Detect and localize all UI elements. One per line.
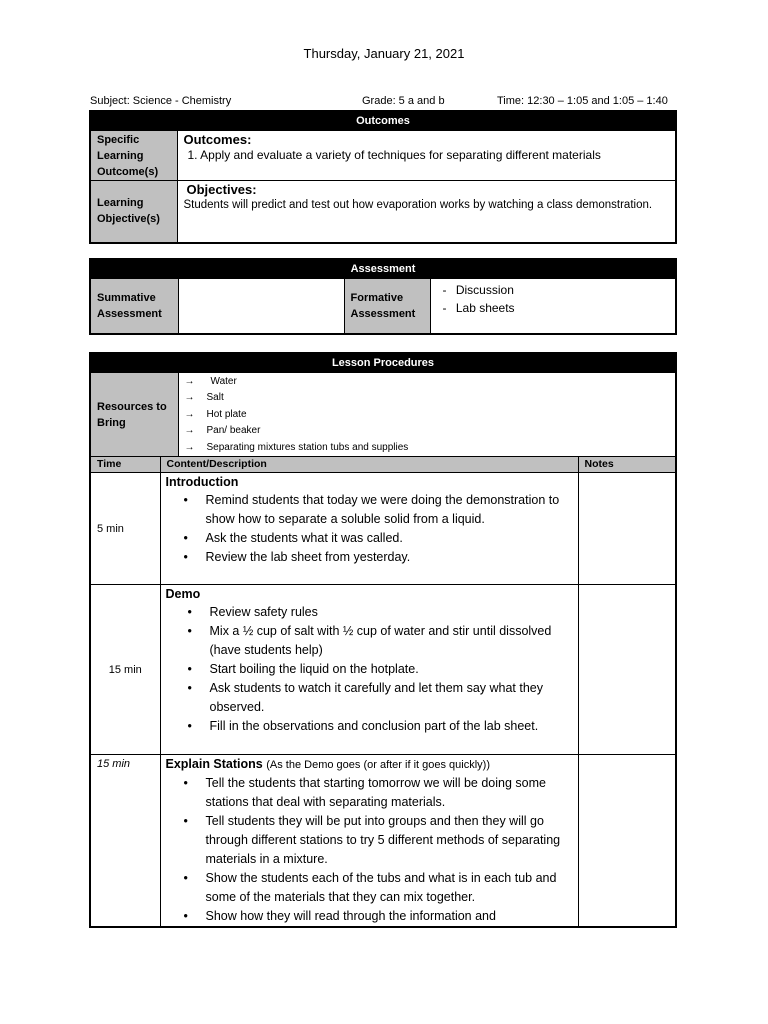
list-item: • Review safety rules [210,603,578,622]
procedure-row [90,755,676,928]
row-heading-note: (As the Demo goes (or after if it goes quickly)) [266,759,490,772]
procedure-row [90,473,676,585]
formative-item: - Lab sheets [443,299,676,317]
outcomes-heading: Outcomes: [183,132,252,147]
row-content [160,585,578,755]
procedures-title: Lesson Procedures [90,353,676,373]
row-notes [578,585,676,755]
outcome-item: 1. Apply and evaluate a variety of techniques for separating different materials [187,148,601,162]
resource-item: → Hot plate [185,407,676,423]
list-item: • Tell students they will be put into groups and then they will go through different stations to try 5 different methods of separating materials in a mixture. [206,812,578,869]
arrow-icon: → [184,441,195,453]
row-item-list [161,774,578,926]
resource-item: → Salt [185,390,676,406]
row-content [160,755,578,928]
summative-label: Summative Assessment [90,279,178,334]
resource-item: → Separating mixtures station tubs and supplies [185,440,676,456]
objectives-heading: Objectives: [186,182,257,197]
list-item: • Ask the students what it was called. [206,529,578,548]
outcomes-title: Outcomes [90,111,676,131]
row-heading: Demo [165,587,201,602]
resources-list [179,373,676,456]
objective-text: Students will predict and test out how evaporation works by watching a class demonstration. [183,199,653,211]
formative-label: Formative Assessment [344,279,430,334]
objectives-cell [177,181,676,243]
list-item: • Remind students that today we were doing the demonstration to show how to separate a soluble solid from a liquid. [206,491,578,529]
row-item-list [161,491,578,567]
column-header-content: Content/Description [160,457,578,473]
summative-value [178,279,344,334]
resources-cell [178,373,676,457]
list-item: • Tell the students that starting tomorrow we will be doing some stations that deal with separating materials. [206,774,578,812]
row-time: 5 min [90,473,160,585]
time-label: Time: 12:30 – 1:05 and 1:05 – 1:40 [497,95,668,107]
row-time: 15 min [90,585,160,755]
specific-outcome-label: Specific Learning Outcome(s) [90,131,177,181]
column-header-notes: Notes [578,457,676,473]
row-content [160,473,578,585]
arrow-icon: → [184,425,195,437]
resource-item: → Water [185,374,676,390]
formative-list [431,281,676,317]
arrow-icon: → [184,376,195,387]
resource-item: → Pan/ beaker [185,423,676,439]
arrow-icon: → [184,392,195,404]
row-notes [578,755,676,928]
row-item-list [161,603,578,736]
arrow-icon: → [184,408,195,420]
row-heading: Explain Stations (As the Demo goes (or after if it goes quickly)) [165,757,490,772]
column-header-time: Time [90,457,160,473]
formative-item: - Discussion [443,281,676,299]
outcomes-cell [177,131,676,181]
document-date: Thursday, January 21, 2021 [303,46,465,61]
list-item: • Show how they will read through the information and [206,907,578,926]
list-item: • Review the lab sheet from yesterday. [206,548,578,567]
list-item: • Ask students to watch it carefully and let them say what they observed. [210,679,578,717]
assessment-table [89,258,677,335]
procedure-row [90,585,676,755]
list-item: • Start boiling the liquid on the hotplate. [210,660,578,679]
learning-objective-label: Learning Objective(s) [90,181,177,243]
row-heading: Introduction [165,475,239,490]
assessment-title: Assessment [90,259,676,279]
outcomes-table [89,110,677,244]
row-time: 15 min [90,755,160,928]
subject-label: Subject: Science - Chemistry [90,95,232,107]
list-item: • Show the students each of the tubs and what is in each tub and some of the materials that they can mix together. [206,869,578,907]
resources-label: Resources to Bring [90,373,178,457]
list-item: • Fill in the observations and conclusion part of the lab sheet. [210,717,578,736]
grade-label: Grade: 5 a and b [362,95,445,107]
formative-cell [430,279,676,334]
list-item: • Mix a ½ cup of salt with ½ cup of water and stir until dissolved (have students help) [210,622,578,660]
row-notes [578,473,676,585]
procedures-table [89,352,677,928]
